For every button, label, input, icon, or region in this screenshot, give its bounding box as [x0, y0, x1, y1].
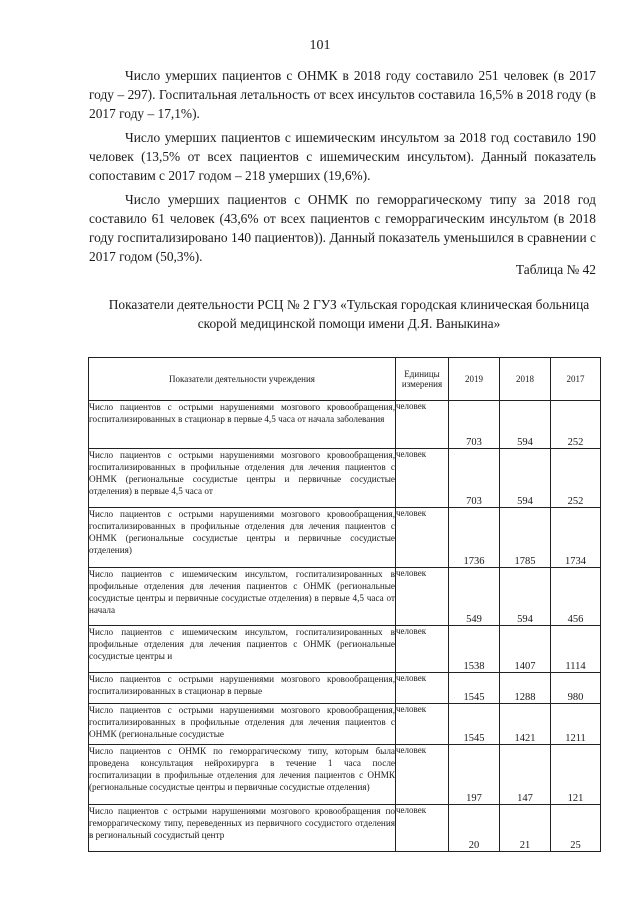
- row-value-2018: 594: [500, 568, 551, 626]
- row-value-2018: 21: [500, 805, 551, 852]
- row-value-2018: 594: [500, 401, 551, 449]
- table-row: [89, 449, 601, 508]
- row-value-2017: 1114: [551, 626, 601, 673]
- row-value-2017: 456: [551, 568, 601, 626]
- row-value-2017: 25: [551, 805, 601, 852]
- table-row: [89, 401, 601, 449]
- row-indicator: Число пациентов с острыми нарушениями мозгового кровообращения по геморрагическому типу, переведенных из первичного сосудистого отделения в региональный сосудистый центр: [89, 805, 396, 852]
- row-indicator: Число пациентов с ишемическим инсультом, госпитализированных в профильные отделения для лечения пациентов с ОНМК (региональные сосудистые центры и первичные сосудистые отделения) в первые 4,5 часа от начала: [89, 568, 396, 626]
- row-value-2018: 1288: [500, 673, 551, 704]
- row-value-2019: 1736: [449, 508, 500, 568]
- row-unit: человек: [396, 626, 449, 673]
- row-value-2018: 1785: [500, 508, 551, 568]
- row-value-2018: 1407: [500, 626, 551, 673]
- row-value-2019: 1538: [449, 626, 500, 673]
- table-row: [89, 805, 601, 852]
- row-unit: человек: [396, 704, 449, 745]
- header-2019: 2019: [449, 358, 500, 401]
- table-title: Показатели деятельности РСЦ № 2 ГУЗ «Тульская городская клиническая больница скорой медицинской помощи имени Д.Я. Ваныкина»: [108, 297, 590, 331]
- table-row: [89, 745, 601, 805]
- row-unit: человек: [396, 568, 449, 626]
- row-value-2018: 1421: [500, 704, 551, 745]
- table-row: [89, 626, 601, 673]
- row-indicator: Число пациентов с ОНМК по геморрагическому типу, которым была проведена консультация нейрохирурга в течение 1 часа после госпитализации в профильные отделения для лечения пациентов с ОНМК (региональные сосудистые центры и первичные сосудистые отделения): [89, 745, 396, 805]
- paragraph: Число умерших пациентов с ишемическим инсультом за 2018 год составило 190 человек (13,5% от всех пациентов с ишемическим инсультом). Данный показатель сопоставим с 2017 годом – 218 умерших (19,6%).: [89, 130, 596, 183]
- row-indicator: Число пациентов с острыми нарушениями мозгового кровообращения, госпитализированных в стационар в первые 4,5 часа от начала заболевания: [89, 401, 396, 449]
- row-unit: человек: [396, 508, 449, 568]
- table-row: [89, 673, 601, 704]
- header-2018: 2018: [500, 358, 551, 401]
- table-row: [89, 704, 601, 745]
- page-number: 101: [309, 38, 331, 53]
- row-value-2017: 252: [551, 449, 601, 508]
- row-value-2019: 549: [449, 568, 500, 626]
- row-value-2018: 147: [500, 745, 551, 805]
- row-unit: человек: [396, 805, 449, 852]
- row-value-2019: 703: [449, 449, 500, 508]
- table-header-row: [89, 358, 601, 401]
- header-indicator: Показатели деятельности учреждения: [89, 358, 396, 401]
- row-unit: человек: [396, 449, 449, 508]
- row-value-2019: 1545: [449, 704, 500, 745]
- row-value-2017: 1211: [551, 704, 601, 745]
- table-row: [89, 508, 601, 568]
- row-value-2017: 252: [551, 401, 601, 449]
- indicators-table: [88, 357, 601, 852]
- row-value-2017: 980: [551, 673, 601, 704]
- row-indicator: Число пациентов с острыми нарушениями мозгового кровообращения, госпитализированных в стационар в первые: [89, 673, 396, 704]
- row-value-2019: 1545: [449, 673, 500, 704]
- row-indicator: Число пациентов с острыми нарушениями мозгового кровообращения, госпитализированных в профильные отделения для лечения пациентов с ОНМК (региональные сосудистые: [89, 704, 396, 745]
- row-indicator: Число пациентов с ишемическим инсультом, госпитализированных в профильные отделения для лечения пациентов с ОНМК (региональные сосудистые центры и: [89, 626, 396, 673]
- row-value-2017: 121: [551, 745, 601, 805]
- row-value-2019: 197: [449, 745, 500, 805]
- row-value-2017: 1734: [551, 508, 601, 568]
- row-value-2018: 594: [500, 449, 551, 508]
- table-row: [89, 568, 601, 626]
- header-unit: Единицы измерения: [396, 358, 449, 401]
- paragraph: Число умерших пациентов с ОНМК по геморрагическому типу за 2018 год составило 61 человек (43,6% от всех пациентов с геморрагическим инсультом (в 2018 году госпитализировано 140 пациентов)). Данный показатель уменьшился в сравнении с 2017 годом (50,3%).: [89, 192, 596, 264]
- body-text: [89, 66, 596, 271]
- row-unit: человек: [396, 673, 449, 704]
- paragraph: Число умерших пациентов с ОНМК в 2018 году составило 251 человек (в 2017 году – 297). Госпитальная летальность от всех инсультов составила 16,5% в 2018 году (в 2017 году – 17,1%).: [89, 68, 596, 121]
- row-indicator: Число пациентов с острыми нарушениями мозгового кровообращения, госпитализированных в профильные отделения для лечения пациентов с ОНМК (региональные сосудистые центры и первичные сосудистые отделения) в первые 4,5 часа от: [89, 449, 396, 508]
- header-2017: 2017: [551, 358, 601, 401]
- row-unit: человек: [396, 401, 449, 449]
- table-label: Таблица № 42: [515, 262, 596, 277]
- row-unit: человек: [396, 745, 449, 805]
- row-value-2019: 703: [449, 401, 500, 449]
- row-indicator: Число пациентов с острыми нарушениями мозгового кровообращения, госпитализированных в профильные отделения для лечения пациентов с ОНМК (региональные сосудистые центры и первичные сосудистые отделения): [89, 508, 396, 568]
- row-value-2019: 20: [449, 805, 500, 852]
